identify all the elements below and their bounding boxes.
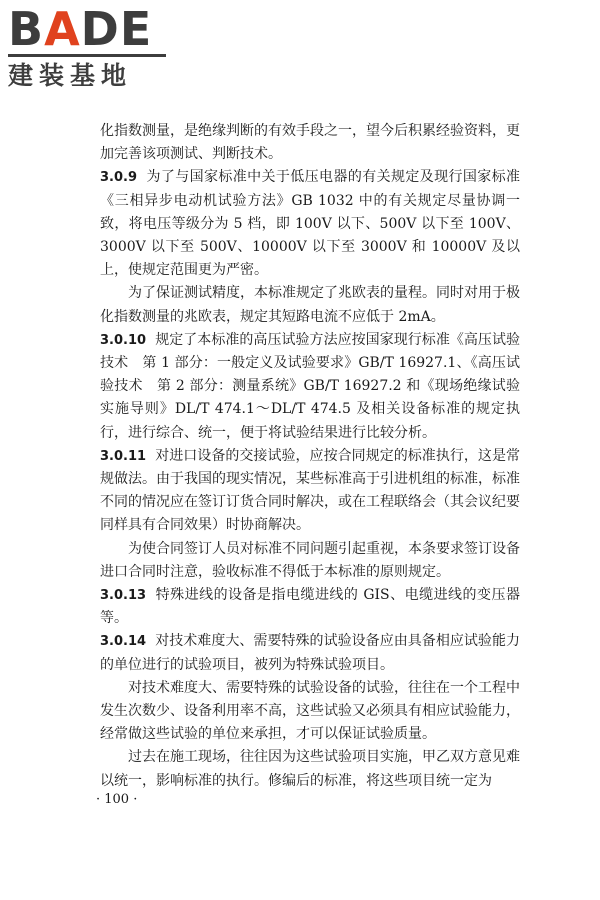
clause-number: 3.0.14	[100, 634, 147, 650]
paragraph-text: 规定了本标准的高压试验方法应按国家现行标准《高压试验技术 第 1 部分：一般定义及试验要求》GB/T 16927.1、《高压试验技术 第 2 部分：测量系统》GB/T 16927.2 和《现场绝缘试验实施导则》DL/T 474.1～DL/T 474.5 及相关设备标准的规定执行，进行综合、统一，便于将试验结果进行比较分析。	[100, 331, 520, 441]
paragraph-continuation	[100, 120, 520, 166]
paragraph-special-tests	[100, 677, 520, 747]
clause-3-0-13	[100, 584, 520, 630]
paragraph-text: 对进口设备的交接试验，应按合同规定的标准执行，这是常规做法。由于我国的现实情况，某些标准高于引进机组的标准，标准不同的情况应在签订订货合同时解决，或在工程联络会（其会议纪要同样具有合同效果）时协商解决。	[100, 447, 520, 534]
paragraph-text: 对技术难度大、需要特殊的试验设备应由具备相应试验能力的单位进行的试验项目，被列为特殊试验项目。	[100, 633, 520, 673]
paragraph-text: 过去在施工现场，往往因为这些试验项目实施，甲乙双方意见难以统一，影响标准的执行。修编后的标准，将这些项目统一定为	[100, 749, 520, 789]
clause-number: 3.0.13	[100, 588, 147, 604]
clause-3-0-9	[100, 166, 520, 282]
clause-3-0-14	[100, 630, 520, 676]
clause-number: 3.0.10	[100, 332, 147, 348]
clause-number: 3.0.11	[100, 448, 147, 464]
paragraph-megohmmeter-range	[100, 282, 520, 328]
paragraph-text: 对技术难度大、需要特殊的试验设备的试验，往往在一个工程中发生次数少、设备利用率不高，这些试验又必须具有相应试验能力，经常做这些试验的单位来承担，才可以保证试验质量。	[100, 679, 520, 743]
bade-logo	[8, 2, 178, 93]
logo-letter-b: B	[8, 2, 45, 56]
logo-subtitle: 建装基地	[8, 61, 133, 90]
paragraph-text: 化指数测量，是绝缘判断的有效手段之一，望今后积累经验资料，更加完善该项测试、判断技术。	[100, 123, 520, 163]
paragraph-text: 为使合同签订人员对标准不同问题引起重视，本条要求签订设备进口合同时注意，验收标准不得低于本标准的原则规定。	[100, 540, 520, 580]
paragraph-site-history	[100, 746, 520, 792]
page-number: · 100 ·	[96, 792, 138, 807]
paragraph-text: 特殊进线的设备是指电缆进线的 GIS、电缆进线的变压器等。	[100, 587, 520, 627]
logo-wordmark	[8, 2, 178, 56]
clause-3-0-11	[100, 445, 520, 538]
document-body	[100, 120, 520, 793]
paragraph-text: 为了保证测试精度，本标准规定了兆欧表的量程。同时对用于极化指数测量的兆欧表，规定其短路电流不应低于 2mA。	[100, 285, 520, 325]
clause-3-0-10	[100, 329, 520, 445]
logo-letters-de: DE	[80, 2, 153, 56]
clause-number: 3.0.9	[100, 170, 138, 186]
paragraph-text: 为了与国家标准中关于低压电器的有关规定及现行国家标准《三相异步电动机试验方法》GB 1032 中的有关规定尽量协调一致，将电压等级分为 5 档，即 100V 以下、500V 以下至 100V、3000V 以下至 500V、10000V 以下至 3000V 和 10000V 及以上，使规定范围更为严密。	[100, 169, 520, 279]
paragraph-import-contract	[100, 538, 520, 584]
logo-letter-a: A	[44, 2, 81, 56]
